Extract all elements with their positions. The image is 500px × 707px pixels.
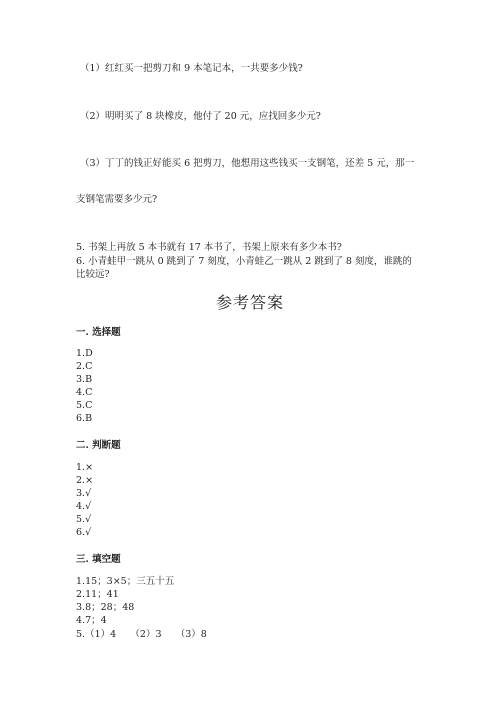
question-3-line-1: （3）丁丁的钱正好能买 6 把剪刀，他想用这些钱买一支钢笔，还差 5 元，那一 [80,158,415,169]
section-heading-choice: 一. 选择题 [76,327,121,338]
answer-item: 6.B [76,413,93,424]
answer-item: 6.√ [76,527,92,538]
answer-item: 2.× [76,475,94,486]
question-5: 5. 书架上再放 5 本书就有 17 本书了，书架上原来有多少本书? [76,242,342,253]
question-3-line-2: 支钢笔需要多少元? [76,194,158,205]
question-6-line-1: 6. 小青蛙甲一跳从 0 跳到了 7 刻度，小青蛙乙一跳从 2 跳到了 8 刻度，谁跳的 [76,256,412,267]
answer-title: 参考答案 [215,293,284,312]
question-6-line-2: 比较远? [76,269,110,280]
answer-item: 5.C [76,400,93,411]
answer-item: 4.√ [76,501,92,512]
answer-item: 3.B [76,374,93,385]
section-heading-judge: 二. 判断题 [76,440,121,451]
answer-item: 1.D [76,348,93,359]
section-heading-fill: 三. 填空题 [76,554,121,565]
answer-item: 4.C [76,387,93,398]
answer-item: 5.（1）4 （2）3 （3）8 [76,629,207,640]
answer-item: 5.√ [76,514,92,525]
answer-item: 3.√ [76,488,92,499]
question-1: （1）红红买一把剪刀和 9 本笔记本，一共要多少钱? [80,63,303,74]
answer-item: 2.11；41 [76,589,119,600]
question-2: （2）明明买了 8 块橡皮，他付了 20 元，应找回多少元? [80,111,321,122]
answer-item: 4.7；4 [76,615,107,626]
answer-item: 1.× [76,462,94,473]
answer-item: 3.8；28；48 [76,602,135,613]
answer-item: 2.C [76,361,93,372]
answer-item: 1.15；3×5；三五十五 [76,576,175,587]
